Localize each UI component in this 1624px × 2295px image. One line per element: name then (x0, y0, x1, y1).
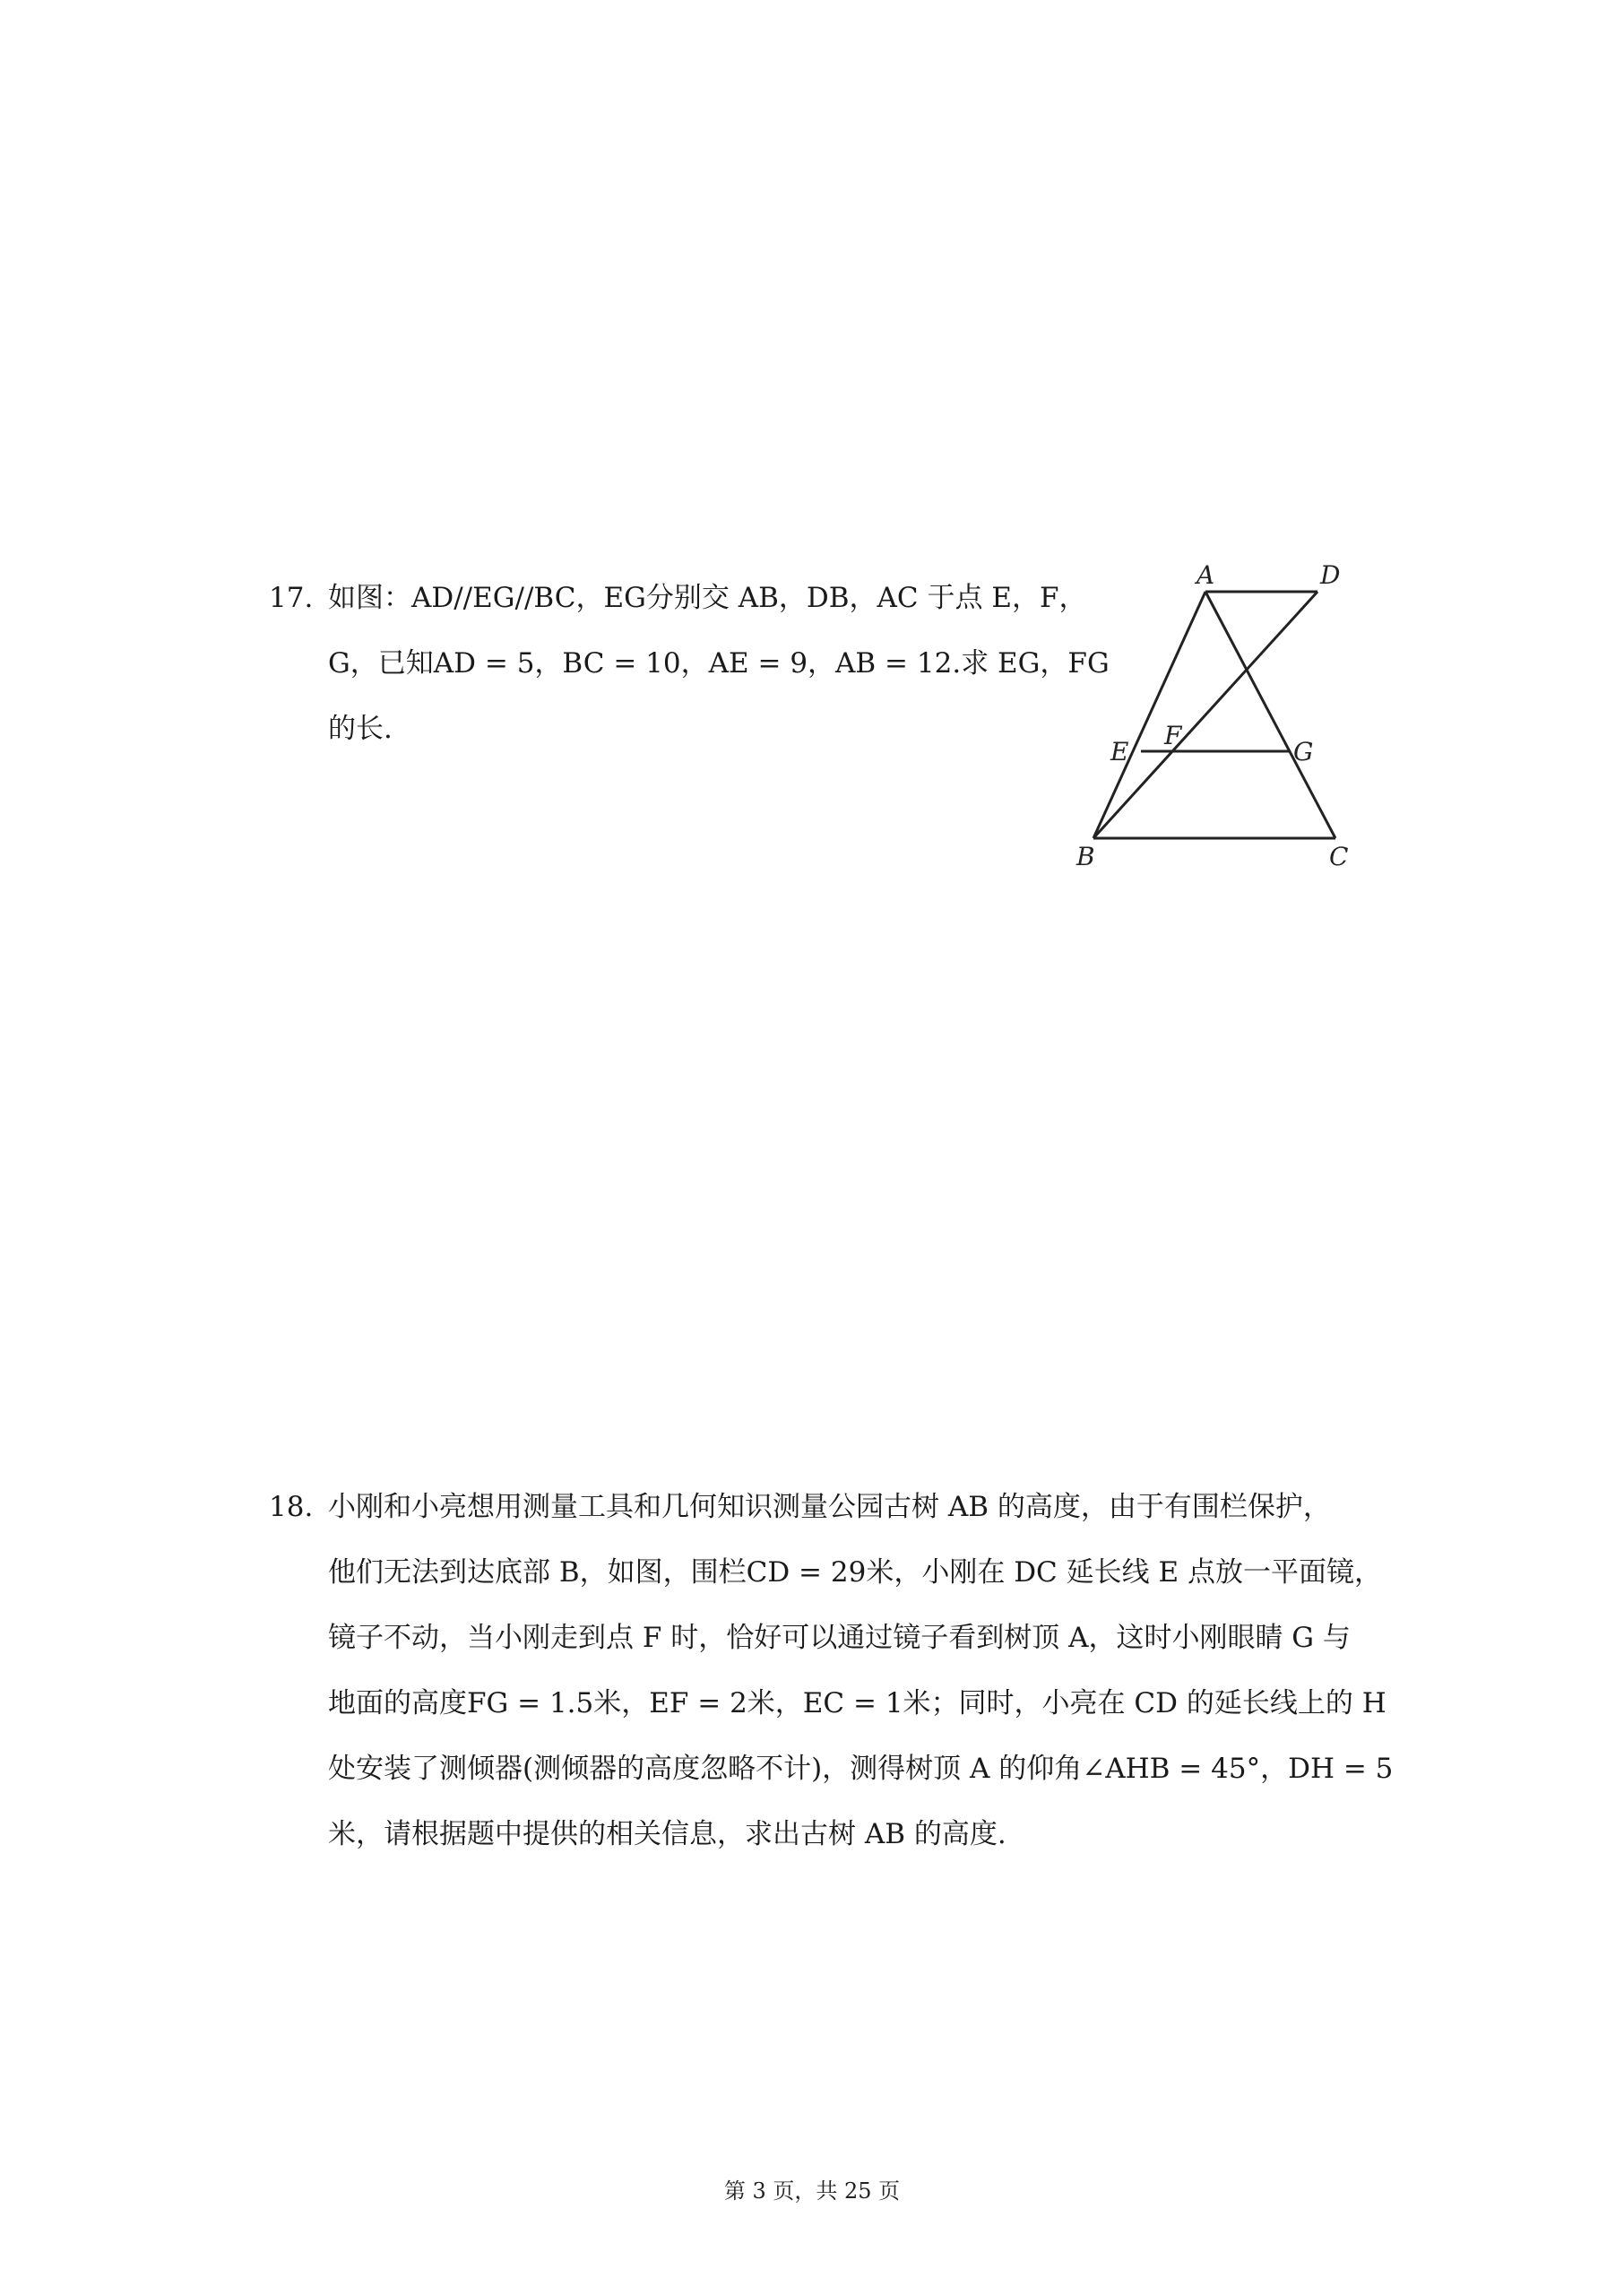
question-text-line: 镜子不动，当小刚走到点 F 时，恰好可以通过镜子看到树顶 A，这时小刚眼睛 G 与 (328, 1622, 1351, 1654)
point-label-A: A (1196, 560, 1215, 590)
segment-AB (1093, 592, 1205, 838)
question-text-line: G，已知AD = 5，BC = 10，AE = 9，AB = 12.求 EG，FG (328, 647, 1110, 680)
question-text-line: 的长. (328, 713, 393, 745)
question-text-line: 小刚和小亮想用测量工具和几何知识测量公园古树 AB 的高度，由于有围栏保护， (328, 1491, 1331, 1523)
question-18 (269, 1475, 1394, 1878)
point-label-G: G (1293, 737, 1314, 766)
question-number: 17. (269, 582, 314, 614)
point-label-E: E (1110, 737, 1129, 766)
point-label-C: C (1329, 842, 1349, 871)
question-text-line: 处安装了测倾器(测倾器的高度忽略不计)，测得树顶 A 的仰角∠AHB = 45°，DH = 5 (328, 1753, 1394, 1785)
geometry-figure (1062, 551, 1367, 874)
question-17 (269, 566, 1110, 781)
point-label-B: B (1076, 842, 1095, 871)
point-label-F: F (1164, 721, 1182, 750)
question-text-line: 地面的高度FG = 1.5米，EF = 2米，EC = 1米；同时，小亮在 CD 的延长线上的 H (328, 1687, 1386, 1719)
question-text-line: 他们无法到达底部 B，如图，围栏CD = 29米，小刚在 DC 延长线 E 点放一平面镜， (328, 1556, 1382, 1589)
question-text-line: 米，请根据题中提供的相关信息，求出古树 AB 的高度. (328, 1818, 1006, 1850)
segment-DB (1093, 592, 1317, 838)
question-text-line: 如图：AD//EG//BC，EG分别交 AB，DB，AC 于点 E，F， (328, 582, 1087, 614)
page-footer: 第 3 页，共 25 页 (723, 2178, 901, 2204)
question-number: 18. (269, 1491, 314, 1523)
point-label-D: D (1320, 560, 1341, 590)
segment-AC (1205, 592, 1335, 838)
